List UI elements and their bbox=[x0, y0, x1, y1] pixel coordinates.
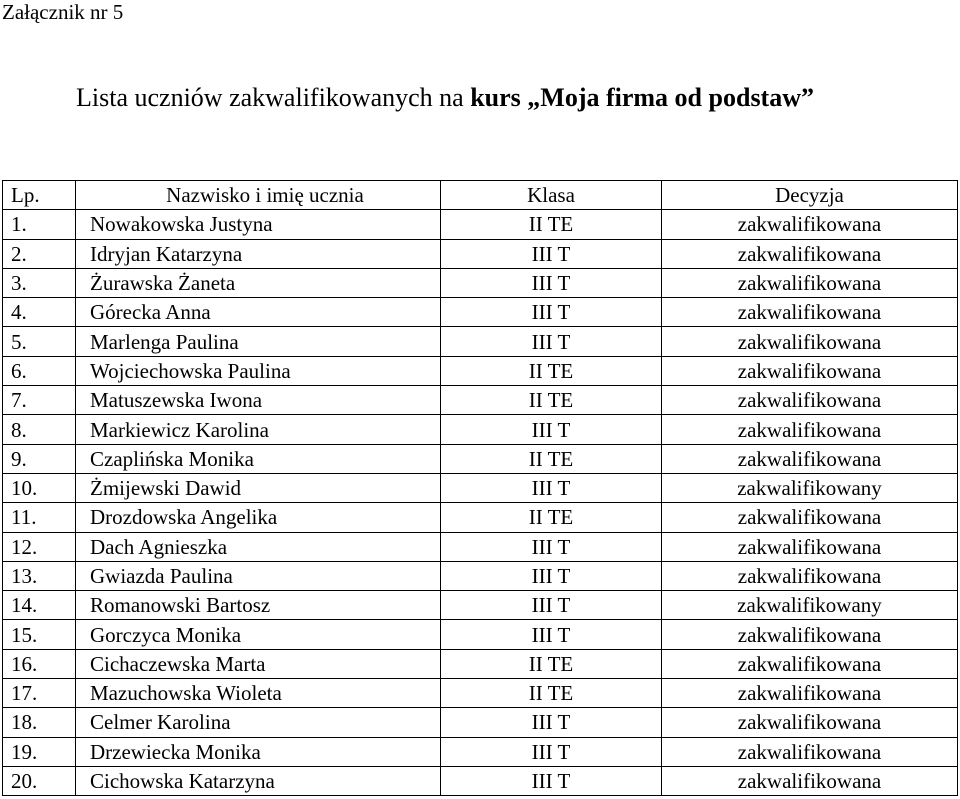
row-number: 6. bbox=[3, 356, 76, 385]
student-class: II TE bbox=[441, 503, 662, 532]
table-row bbox=[3, 649, 958, 678]
qualification-decision: zakwalifikowana bbox=[662, 737, 958, 766]
qualification-decision: zakwalifikowana bbox=[662, 561, 958, 590]
qualification-decision: zakwalifikowana bbox=[662, 532, 958, 561]
annex-label: Załącznik nr 5 bbox=[2, 0, 124, 24]
student-class: III T bbox=[441, 737, 662, 766]
student-class: II TE bbox=[441, 679, 662, 708]
table-row bbox=[3, 737, 958, 766]
student-name: Górecka Anna bbox=[76, 298, 441, 327]
title-course-name: kurs „Moja firma od podstaw” bbox=[470, 83, 814, 112]
row-number: 11. bbox=[3, 503, 76, 532]
row-number: 4. bbox=[3, 298, 76, 327]
title-prefix: Lista uczniów zakwalifikowanych na bbox=[76, 83, 471, 112]
student-class: III T bbox=[441, 473, 662, 502]
qualification-decision: zakwalifikowany bbox=[662, 591, 958, 620]
table-row bbox=[3, 386, 958, 415]
row-number: 16. bbox=[3, 649, 76, 678]
qualification-decision: zakwalifikowana bbox=[662, 503, 958, 532]
row-number: 17. bbox=[3, 679, 76, 708]
student-name: Wojciechowska Paulina bbox=[76, 356, 441, 385]
student-class: III T bbox=[441, 268, 662, 297]
student-class: II TE bbox=[441, 386, 662, 415]
table-row bbox=[3, 532, 958, 561]
qualification-decision: zakwalifikowana bbox=[662, 679, 958, 708]
table-row bbox=[3, 561, 958, 590]
student-name: Żmijewski Dawid bbox=[76, 473, 441, 502]
table-row bbox=[3, 298, 958, 327]
header-class: Klasa bbox=[441, 181, 662, 210]
student-name: Czaplińska Monika bbox=[76, 444, 441, 473]
student-name: Cichaczewska Marta bbox=[76, 649, 441, 678]
qualification-decision: zakwalifikowana bbox=[662, 239, 958, 268]
student-name: Cichowska Katarzyna bbox=[76, 766, 441, 795]
header-number: Lp. bbox=[3, 181, 76, 210]
table-row bbox=[3, 268, 958, 297]
table-header-row bbox=[3, 181, 958, 210]
student-name: Markiewicz Karolina bbox=[76, 415, 441, 444]
table-row bbox=[3, 503, 958, 532]
student-name: Mazuchowska Wioleta bbox=[76, 679, 441, 708]
table-row bbox=[3, 327, 958, 356]
table-row bbox=[3, 415, 958, 444]
student-class: III T bbox=[441, 298, 662, 327]
table-row bbox=[3, 766, 958, 795]
qualification-decision: zakwalifikowana bbox=[662, 356, 958, 385]
qualification-decision: zakwalifikowana bbox=[662, 298, 958, 327]
student-class: II TE bbox=[441, 210, 662, 239]
header-decision: Decyzja bbox=[662, 181, 958, 210]
qualification-decision: zakwalifikowana bbox=[662, 649, 958, 678]
student-name: Nowakowska Justyna bbox=[76, 210, 441, 239]
row-number: 8. bbox=[3, 415, 76, 444]
student-class: III T bbox=[441, 415, 662, 444]
row-number: 20. bbox=[3, 766, 76, 795]
student-class: III T bbox=[441, 591, 662, 620]
qualification-decision: zakwalifikowany bbox=[662, 473, 958, 502]
row-number: 10. bbox=[3, 473, 76, 502]
student-name: Drzewiecka Monika bbox=[76, 737, 441, 766]
student-name: Marlenga Paulina bbox=[76, 327, 441, 356]
document-title bbox=[76, 83, 814, 113]
student-class: II TE bbox=[441, 356, 662, 385]
row-number: 19. bbox=[3, 737, 76, 766]
header-name: Nazwisko i imię ucznia bbox=[76, 181, 441, 210]
table-row bbox=[3, 210, 958, 239]
student-name: Romanowski Bartosz bbox=[76, 591, 441, 620]
student-class: III T bbox=[441, 327, 662, 356]
table-row bbox=[3, 239, 958, 268]
qualification-decision: zakwalifikowana bbox=[662, 327, 958, 356]
row-number: 2. bbox=[3, 239, 76, 268]
row-number: 18. bbox=[3, 708, 76, 737]
table-row bbox=[3, 708, 958, 737]
student-name: Gwiazda Paulina bbox=[76, 561, 441, 590]
row-number: 15. bbox=[3, 620, 76, 649]
student-name: Matuszewska Iwona bbox=[76, 386, 441, 415]
student-class: III T bbox=[441, 239, 662, 268]
student-class: II TE bbox=[441, 649, 662, 678]
qualification-decision: zakwalifikowana bbox=[662, 766, 958, 795]
qualification-decision: zakwalifikowana bbox=[662, 210, 958, 239]
table-row bbox=[3, 473, 958, 502]
row-number: 12. bbox=[3, 532, 76, 561]
qualification-decision: zakwalifikowana bbox=[662, 444, 958, 473]
student-class: III T bbox=[441, 532, 662, 561]
row-number: 9. bbox=[3, 444, 76, 473]
table-row bbox=[3, 356, 958, 385]
table-row bbox=[3, 679, 958, 708]
qualification-decision: zakwalifikowana bbox=[662, 620, 958, 649]
table-row bbox=[3, 591, 958, 620]
row-number: 7. bbox=[3, 386, 76, 415]
table-row bbox=[3, 620, 958, 649]
qualified-students-table bbox=[2, 180, 958, 796]
student-class: II TE bbox=[441, 444, 662, 473]
row-number: 13. bbox=[3, 561, 76, 590]
student-name: Drozdowska Angelika bbox=[76, 503, 441, 532]
row-number: 5. bbox=[3, 327, 76, 356]
student-name: Żurawska Żaneta bbox=[76, 268, 441, 297]
student-name: Gorczyca Monika bbox=[76, 620, 441, 649]
row-number: 3. bbox=[3, 268, 76, 297]
row-number: 14. bbox=[3, 591, 76, 620]
qualification-decision: zakwalifikowana bbox=[662, 268, 958, 297]
student-class: III T bbox=[441, 620, 662, 649]
student-class: III T bbox=[441, 766, 662, 795]
qualification-decision: zakwalifikowana bbox=[662, 415, 958, 444]
qualification-decision: zakwalifikowana bbox=[662, 708, 958, 737]
qualification-decision: zakwalifikowana bbox=[662, 386, 958, 415]
row-number: 1. bbox=[3, 210, 76, 239]
student-name: Celmer Karolina bbox=[76, 708, 441, 737]
table-row bbox=[3, 444, 958, 473]
student-class: III T bbox=[441, 708, 662, 737]
student-class: III T bbox=[441, 561, 662, 590]
student-name: Dach Agnieszka bbox=[76, 532, 441, 561]
student-name: Idryjan Katarzyna bbox=[76, 239, 441, 268]
